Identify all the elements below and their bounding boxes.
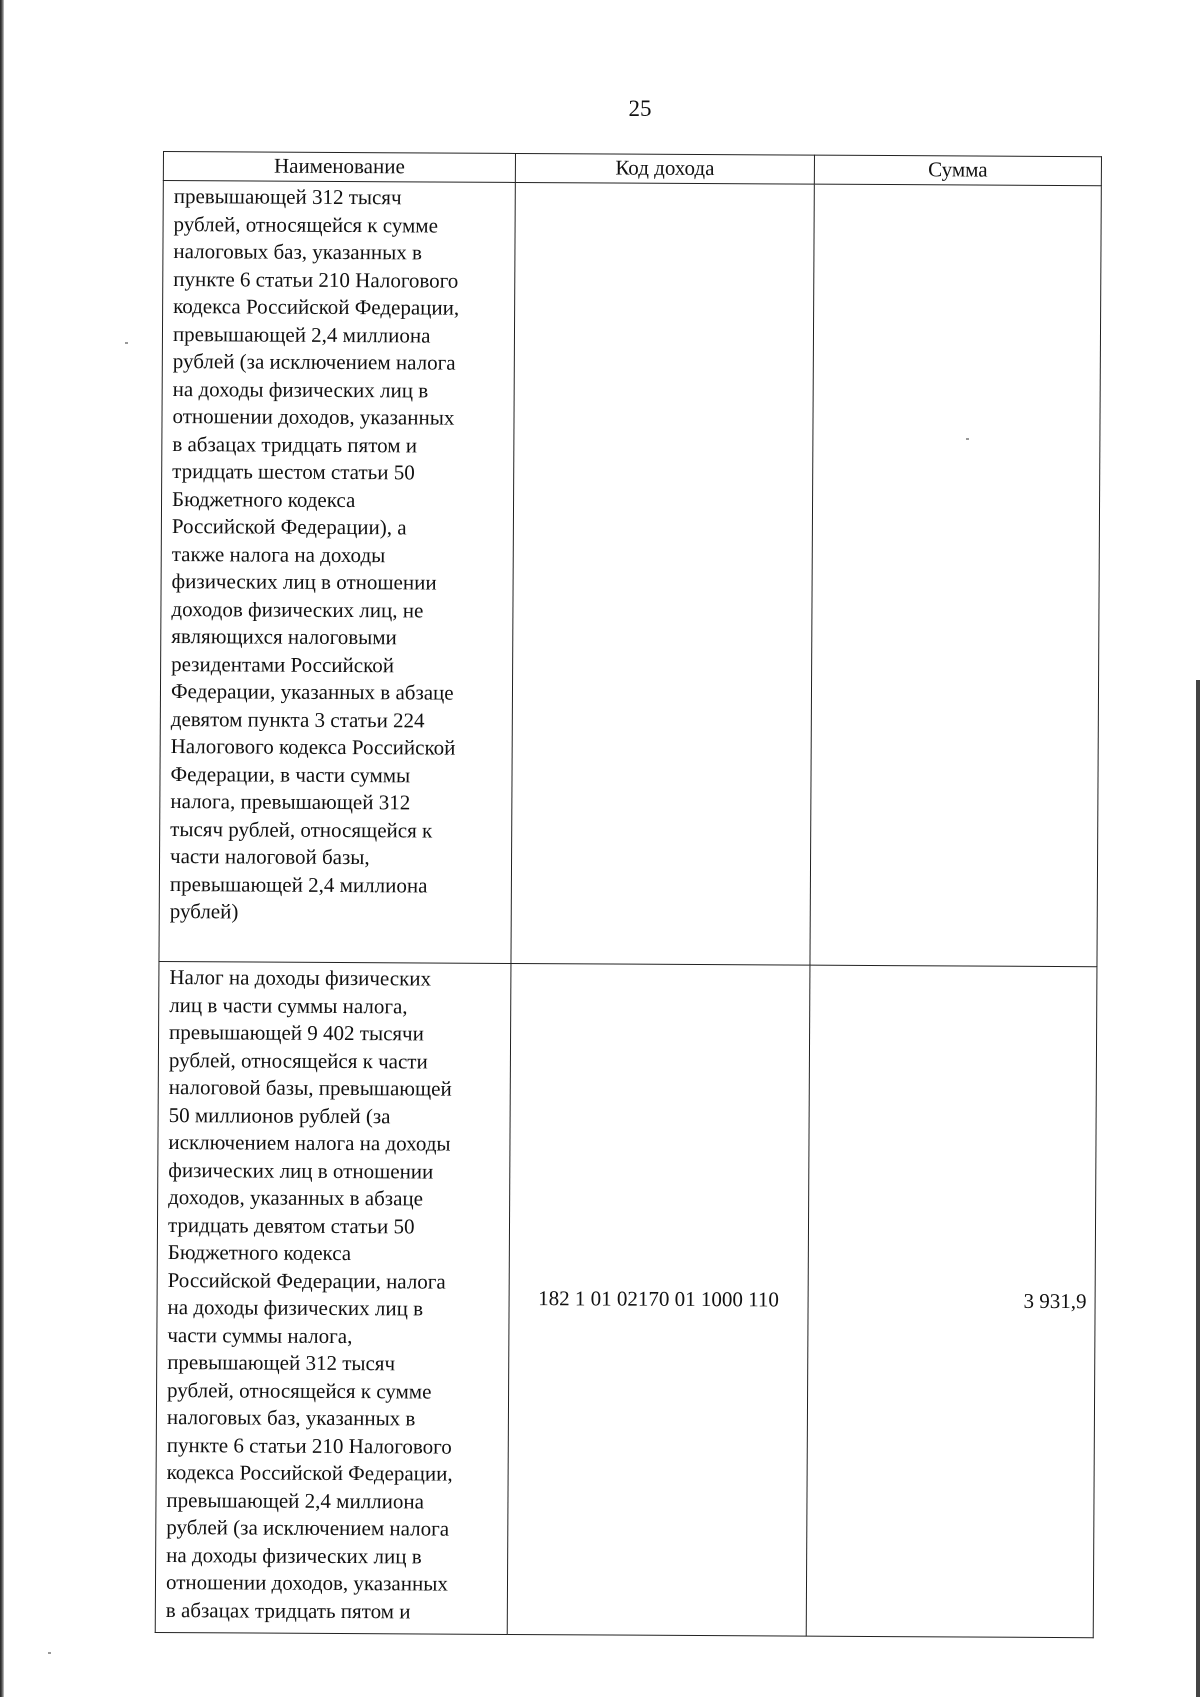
table-row	[159, 181, 1101, 967]
header-sum: Сумма	[814, 155, 1101, 186]
scan-edge-right	[1196, 680, 1200, 1697]
row-sum-cell: 3 931,9	[806, 965, 1097, 1638]
header-name: Наименование	[163, 152, 515, 183]
row-name-cell	[155, 961, 511, 1634]
revenue-table	[155, 151, 1102, 1638]
row-code-cell	[511, 182, 814, 965]
scan-speck	[966, 438, 969, 440]
scan-speck	[125, 342, 128, 344]
row-sum-cell	[810, 184, 1101, 967]
row-name-text: превышающей 312 тысяч рублей, относящейся к сумме налоговых баз, указанных в пункте 6 статьи 210 Налогового кодекса Российской Федерации, превышающей 2,4 миллиона рублей (за исключением налога на доходы физических лиц в отношении доходов, указанных в абзацах тридцать пятом и тридцать шестом статьи 50 Бюджетного кодекса Российской Федерации), а также налога на доходы физических лиц в отношении доходов физических лиц, не являющихся налоговыми резидентами Российской Федерации, указанных в абзаце девятом пункта 3 статьи 224 Налогового кодекса Российской Федерации, в части суммы налога, превышающей 312 тысяч рублей, относящейся к части налоговой базы, превышающей 2,4 миллиона рублей)	[169, 184, 460, 924]
table-row	[155, 961, 1097, 1637]
row-name-cell	[159, 181, 515, 964]
scan-speck	[48, 1652, 51, 1654]
page-number: 25	[628, 96, 652, 121]
row-code-cell: 182 1 01 02170 01 1000 110	[507, 963, 810, 1636]
row-name-text: Налог на доходы физических лиц в части суммы налога, превышающей 9 402 тысячи рублей, относящейся к части налоговой базы, превышающей 50 миллионов рублей (за исключением налога на доходы физических лиц в отношении доходов, указанных в абзаце тридцать девятом статьи 50 Бюджетного кодекса Российской Федерации, налога на доходы физических лиц в части суммы налога, превышающей 312 тысяч рублей, относящейся к сумме налоговых баз, указанных в пункте 6 статьи 210 Налогового кодекса Российской Федерации, превышающей 2,4 миллиона рублей (за исключением налога на доходы физических лиц в отношении доходов, указанных в абзацах тридцать пятом и	[165, 965, 453, 1623]
header-code: Код дохода	[515, 153, 814, 184]
scan-edge-left	[0, 0, 4, 1697]
